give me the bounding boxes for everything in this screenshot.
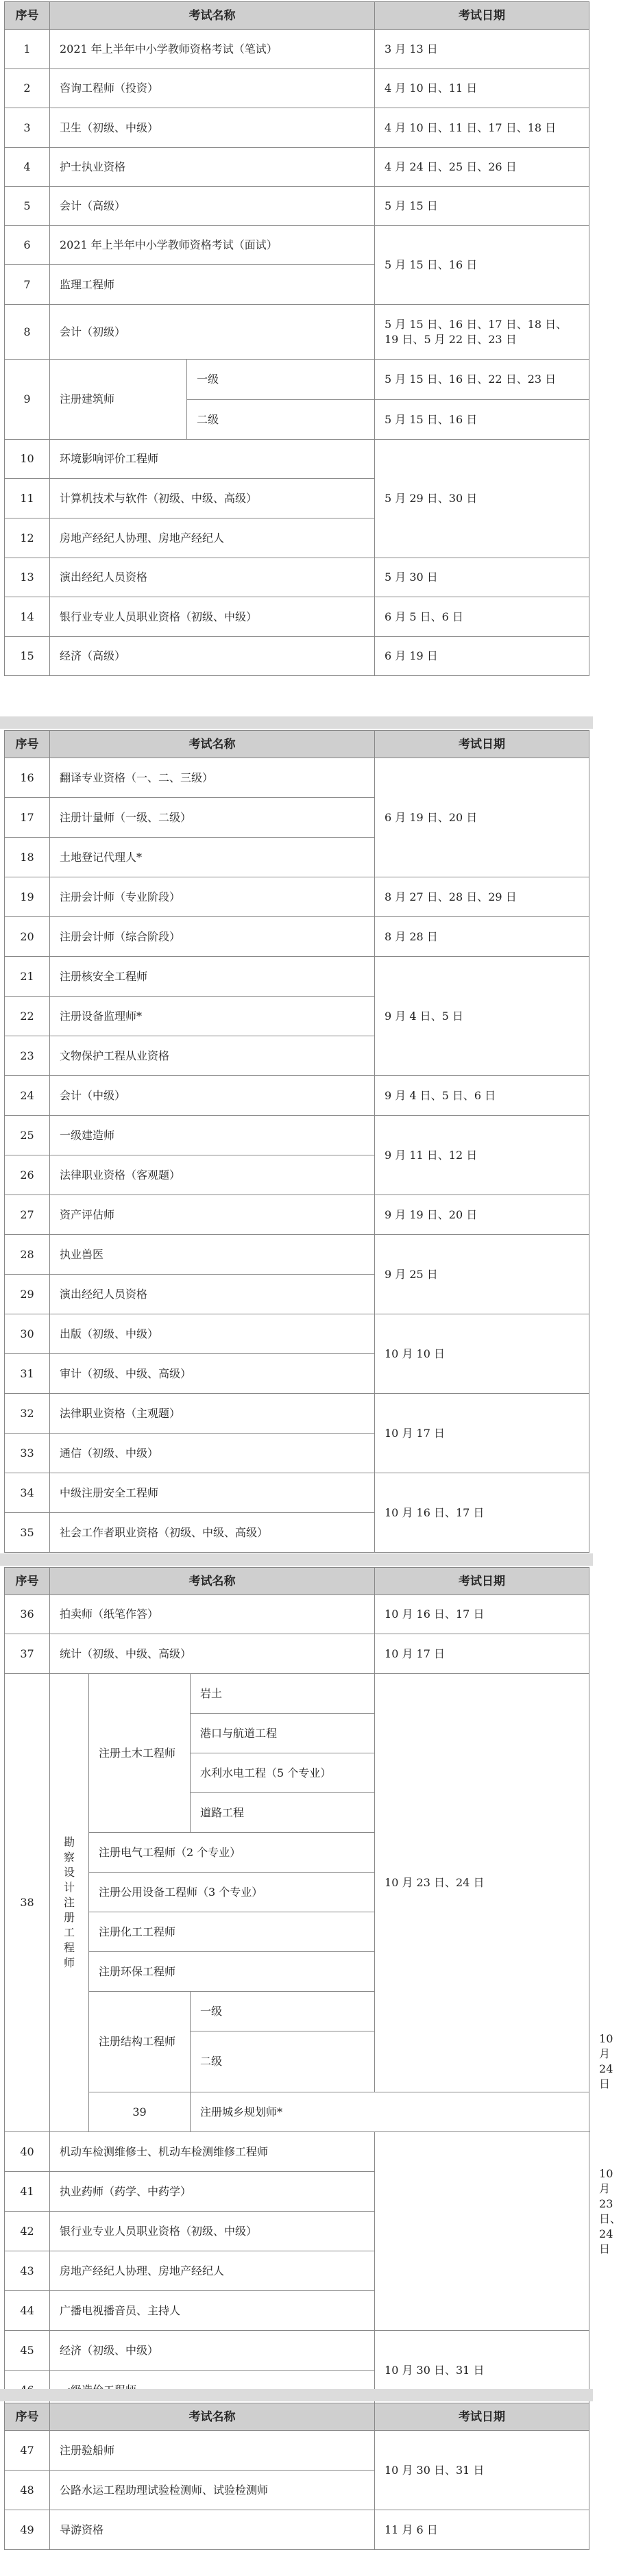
row-date: 9 月 4 日、5 日、6 日 [375, 1076, 589, 1116]
row-no: 14 [5, 597, 50, 637]
table-row [5, 1674, 589, 1714]
row-name: 注册会计师（综合阶段） [50, 917, 375, 957]
row-name: 出版（初级、中级） [50, 1314, 375, 1354]
table-row [5, 558, 589, 597]
table-row [5, 2510, 589, 2550]
row-no: 31 [5, 1354, 50, 1394]
row-name: 经济（高级） [50, 637, 375, 676]
row-no: 28 [5, 1235, 50, 1275]
row-name: 通信（初级、中级） [50, 1434, 375, 1473]
subgroup-item: 二级 [191, 2031, 375, 2092]
section-divider [0, 716, 593, 729]
row-no: 21 [5, 957, 50, 997]
table-row [5, 637, 589, 676]
table-row [5, 30, 589, 69]
subgroup-label: 注册环保工程师 [89, 1952, 375, 1992]
section-divider [0, 1553, 593, 1566]
subgroup-item: 岩土 [191, 1674, 375, 1714]
row-name: 文物保护工程从业资格 [50, 1036, 375, 1076]
row-no: 9 [5, 360, 50, 440]
row-no: 29 [5, 1275, 50, 1314]
table-row [5, 2132, 589, 2172]
row-no: 18 [5, 838, 50, 877]
row-name: 法律职业资格（客观题） [50, 1155, 375, 1195]
table-row: 39 注册城乡规划师* 10 月 23 日、24 日 [5, 2092, 589, 2132]
row-name: 计算机技术与软件（初级、中级、高级） [50, 479, 375, 518]
subgroup-label: 注册化工工程师 [89, 1912, 375, 1952]
row-name: 公路水运工程助理试验检测师、试验检测师 [50, 2471, 375, 2510]
exam-table-section-2 [4, 730, 589, 1553]
table-row [5, 187, 589, 226]
row-no: 47 [5, 2431, 50, 2471]
row-name: 会计（高级） [50, 187, 375, 226]
row-name: 卫生（初级、中级） [50, 108, 375, 148]
table-row [5, 226, 589, 265]
table-row [5, 877, 589, 917]
row-name: 翻译专业资格（一、二、三级） [50, 758, 375, 798]
header-no: 序号 [5, 731, 50, 758]
row-name: 注册设备监理师* [50, 997, 375, 1036]
row-date: 10 月 10 日 [375, 1314, 589, 1394]
row-name: 拍卖师（纸笔作答） [50, 1595, 375, 1634]
table-row [5, 1634, 589, 1674]
table-row [5, 758, 589, 798]
section-divider [0, 2389, 593, 2401]
subgroup-item: 一级 [191, 1992, 375, 2031]
row-no: 40 [5, 2132, 50, 2172]
row-name: 导游资格 [50, 2510, 375, 2550]
row-no: 3 [5, 108, 50, 148]
row-name: 勘察设计注册工程师 [64, 1836, 75, 1969]
exam-table [4, 730, 589, 1553]
row-sub: 二级 [187, 400, 375, 440]
row-name: 执业药师（药学、中药学） [50, 2172, 375, 2212]
table-row [5, 2291, 589, 2331]
row-date: 6 月 5 日、6 日 [375, 597, 589, 637]
table-row [5, 2331, 589, 2371]
row-no: 16 [5, 758, 50, 798]
exam-table [4, 1567, 621, 2410]
header-date: 考试日期 [375, 731, 589, 758]
row-no: 36 [5, 1595, 50, 1634]
row-date: 10 月 16 日、17 日 [375, 1473, 589, 1553]
row-date: 3 月 13 日 [375, 30, 589, 69]
header-name: 考试名称 [50, 731, 375, 758]
row-date: 5 月 15 日、16 日、22 日、23 日 [375, 360, 589, 400]
table-row [5, 2212, 589, 2251]
row-name: 注册会计师（专业阶段） [50, 877, 375, 917]
row-name: 一级建造师 [50, 1116, 375, 1155]
header-name: 考试名称 [50, 2403, 375, 2431]
row-no: 19 [5, 877, 50, 917]
row-name: 机动车检测维修士、机动车检测维修工程师 [50, 2132, 375, 2172]
table-header-row [5, 731, 589, 758]
table-row [5, 957, 589, 997]
exam-table [4, 2403, 589, 2550]
row-date: 9 月 11 日、12 日 [375, 1116, 589, 1195]
row-date: 4 月 10 日、11 日、17 日、18 日 [375, 108, 589, 148]
table-row [5, 1394, 589, 1434]
table-row [5, 69, 589, 108]
row-date: 6 月 19 日 [375, 637, 589, 676]
row-date: 5 月 29 日、30 日 [375, 440, 589, 558]
exam-table-section-3 [4, 1567, 621, 2410]
row-no: 41 [5, 2172, 50, 2212]
row-name: 经济（初级、中级） [50, 2331, 375, 2371]
row-date: 9 月 25 日 [375, 1235, 589, 1314]
subgroup-item: 水利水电工程（5 个专业） [191, 1753, 375, 1793]
table-row [5, 108, 589, 148]
row-name: 广播电视播音员、主持人 [50, 2291, 375, 2331]
row-date: 10 月 23 日、24 日 [375, 1674, 589, 2092]
table-row [5, 1314, 589, 1354]
row-name: 会计（初级） [50, 305, 375, 360]
row-name: 2021 年上半年中小学教师资格考试（笔试） [50, 30, 375, 69]
table-row [5, 1235, 589, 1275]
row-name: 房地产经纪人协理、房地产经纪人 [50, 518, 375, 558]
row-date: 11 月 6 日 [375, 2510, 589, 2550]
subgroup-label: 注册土木工程师 [89, 1674, 191, 1833]
row-name: 土地登记代理人* [50, 838, 375, 877]
table-header-row [5, 2, 589, 30]
row-no: 11 [5, 479, 50, 518]
row-no: 8 [5, 305, 50, 360]
row-name: 会计（中级） [50, 1076, 375, 1116]
row-name: 法律职业资格（主观题） [50, 1394, 375, 1434]
row-name: 咨询工程师（投资） [50, 69, 375, 108]
row-date: 10 月 17 日 [375, 1634, 589, 1674]
row-no: 39 [89, 2092, 191, 2132]
row-name-vertical [50, 1674, 89, 2132]
table-row [5, 2431, 589, 2471]
header-date: 考试日期 [375, 1568, 589, 1595]
row-no: 4 [5, 148, 50, 187]
row-no: 45 [5, 2331, 50, 2371]
row-no: 24 [5, 1076, 50, 1116]
row-no: 25 [5, 1116, 50, 1155]
row-date: 6 月 19 日、20 日 [375, 758, 589, 877]
header-no: 序号 [5, 2, 50, 30]
row-no: 10 [5, 440, 50, 479]
row-no: 34 [5, 1473, 50, 1513]
exam-table [4, 1, 589, 676]
subgroup-label: 注册电气工程师（2 个专业） [89, 1833, 375, 1873]
row-no: 12 [5, 518, 50, 558]
row-name: 注册城乡规划师* [191, 2092, 589, 2132]
table-row [5, 597, 589, 637]
row-no: 5 [5, 187, 50, 226]
subgroup-item: 港口与航道工程 [191, 1714, 375, 1753]
row-no: 44 [5, 2291, 50, 2331]
row-no: 37 [5, 1634, 50, 1674]
row-date: 4 月 24 日、25 日、26 日 [375, 148, 589, 187]
row-date: 10 月 16 日、17 日 [375, 1595, 589, 1634]
row-date: 4 月 10 日、11 日 [375, 69, 589, 108]
row-date: 5 月 15 日、16 日 [375, 400, 589, 440]
table-row: 二级 10 月 24 日 [5, 2031, 589, 2092]
table-row [5, 148, 589, 187]
row-date: 10 月 17 日 [375, 1394, 589, 1473]
row-no: 1 [5, 30, 50, 69]
header-date: 考试日期 [375, 2403, 589, 2431]
row-name: 资产评估师 [50, 1195, 375, 1235]
row-no: 23 [5, 1036, 50, 1076]
row-name: 演出经纪人员资格 [50, 558, 375, 597]
row-no: 6 [5, 226, 50, 265]
row-no: 13 [5, 558, 50, 597]
table-header-row [5, 1568, 589, 1595]
row-date: 10 月 30 日、31 日 [375, 2331, 589, 2410]
header-no: 序号 [5, 1568, 50, 1595]
row-name: 银行业专业人员职业资格（初级、中级） [50, 2212, 375, 2251]
table-row [5, 1195, 589, 1235]
row-no: 2 [5, 69, 50, 108]
row-sub: 一级 [187, 360, 375, 400]
table-header-row [5, 2403, 589, 2431]
table-row [5, 917, 589, 957]
row-no: 33 [5, 1434, 50, 1473]
row-name: 中级注册安全工程师 [50, 1473, 375, 1513]
row-date: 8 月 28 日 [375, 917, 589, 957]
header-name: 考试名称 [50, 2, 375, 30]
row-no: 35 [5, 1513, 50, 1553]
row-no: 43 [5, 2251, 50, 2291]
table-row [5, 2251, 589, 2291]
row-name: 注册验船师 [50, 2431, 375, 2471]
row-date: 5 月 30 日 [375, 558, 589, 597]
row-no: 7 [5, 265, 50, 305]
row-name: 房地产经纪人协理、房地产经纪人 [50, 2251, 375, 2291]
row-date: 10 月 30 日、31 日 [375, 2431, 589, 2510]
row-date: 5 月 15 日、16 日 [375, 226, 589, 305]
row-date: 5 月 15 日 [375, 187, 589, 226]
row-name: 社会工作者职业资格（初级、中级、高级） [50, 1513, 375, 1553]
row-name: 2021 年上半年中小学教师资格考试（面试） [50, 226, 375, 265]
row-no: 15 [5, 637, 50, 676]
row-name: 统计（初级、中级、高级） [50, 1634, 375, 1674]
row-no: 49 [5, 2510, 50, 2550]
row-name: 银行业专业人员职业资格（初级、中级） [50, 597, 375, 637]
row-name: 注册核安全工程师 [50, 957, 375, 997]
header-no: 序号 [5, 2403, 50, 2431]
table-row [5, 1595, 589, 1634]
table-row [5, 2172, 589, 2212]
row-no: 17 [5, 798, 50, 838]
row-no: 27 [5, 1195, 50, 1235]
exam-table-section-4 [4, 2403, 589, 2550]
table-row [5, 1473, 589, 1513]
table-row [5, 1116, 589, 1155]
row-no: 32 [5, 1394, 50, 1434]
row-date: 5 月 15 日、16 日、17 日、18 日、19 日、5 月 22 日、23 日 [375, 305, 589, 360]
subgroup-label: 注册公用设备工程师（3 个专业） [89, 1873, 375, 1912]
row-date: 9 月 4 日、5 日 [375, 957, 589, 1076]
row-name: 环境影响评价工程师 [50, 440, 375, 479]
table-row [5, 1076, 589, 1116]
row-no: 26 [5, 1155, 50, 1195]
row-date: 9 月 19 日、20 日 [375, 1195, 589, 1235]
row-no: 20 [5, 917, 50, 957]
row-name: 注册建筑师 [50, 360, 187, 440]
subgroup-label: 注册结构工程师 [89, 1992, 191, 2092]
row-no: 30 [5, 1314, 50, 1354]
header-date: 考试日期 [375, 2, 589, 30]
row-no: 22 [5, 997, 50, 1036]
table-row [5, 440, 589, 479]
row-date: 8 月 27 日、28 日、29 日 [375, 877, 589, 917]
row-name: 护士执业资格 [50, 148, 375, 187]
subgroup-item: 道路工程 [191, 1793, 375, 1833]
exam-table-section-1 [4, 1, 589, 676]
header-name: 考试名称 [50, 1568, 375, 1595]
row-no: 38 [5, 1674, 50, 2132]
row-name: 注册计量师（一级、二级） [50, 798, 375, 838]
row-name: 执业兽医 [50, 1235, 375, 1275]
row-name: 审计（初级、中级、高级） [50, 1354, 375, 1394]
table-row [5, 360, 589, 400]
row-no: 42 [5, 2212, 50, 2251]
row-name: 监理工程师 [50, 265, 375, 305]
row-name: 演出经纪人员资格 [50, 1275, 375, 1314]
table-row [5, 305, 589, 360]
row-no: 48 [5, 2471, 50, 2510]
